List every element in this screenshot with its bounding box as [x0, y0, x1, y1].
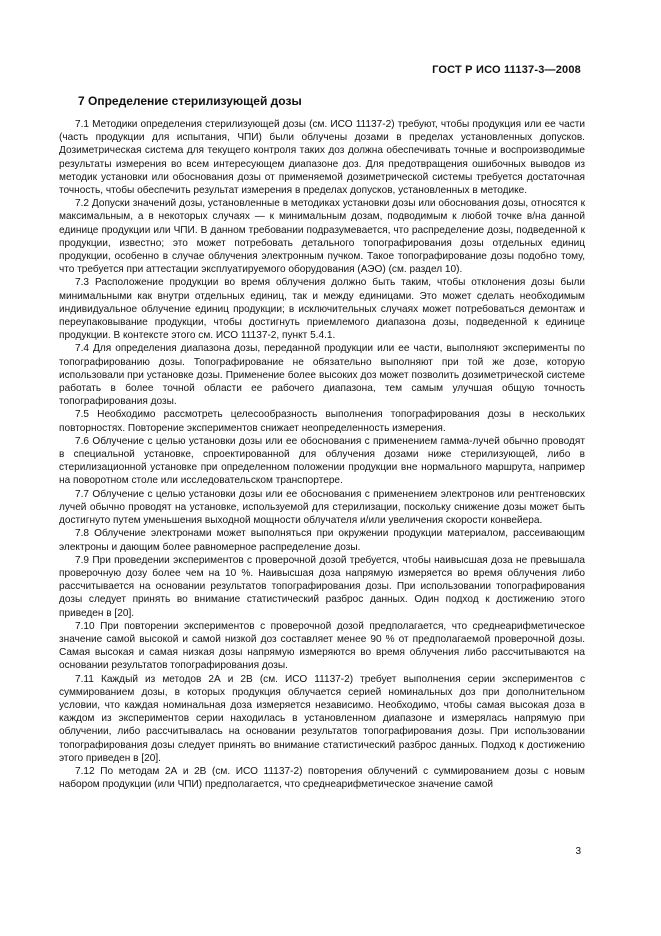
paragraph-7-8: 7.8 Облучение электронами может выполняться при окружении продукции материалом, рассеивающим электроны и дающим более равномерное распределение дозы. — [59, 528, 585, 553]
paragraph-7-4: 7.4 Для определения диапазона дозы, переданной продукции или ее части, выполняют эксперименты по топографированию дозы. Топографирование не обязательно выполняют при той же дозе, которую использовали при установке дозы. Применение более высоких доз может позволить дозиметрической системе работать в более точной области ее рабочего диапазона, тем самым улучшая общую точность топографирования дозы. — [59, 343, 585, 408]
section-body — [59, 118, 585, 791]
paragraph-7-5: 7.5 Необходимо рассмотреть целесообразность выполнения топографирования дозы в нескольких повторностях. Повторение экспериментов снижает неопределенность измерения. — [59, 409, 585, 434]
paragraph-7-11: 7.11 Каждый из методов 2А и 2В (см. ИСО 11137-2) требует выполнения серии экспериментов с суммированием дозы, в которых продукция облучается серией номинальных доз при дополнительном условии, что каждая номинальная доза измеряется независимо. Необходимо, чтобы самая высокая доза в каждом из экспериментов серии находилась в установленном диапазоне и измерялась напрямую при облучении, либо рассчитывалась на основании результатов топографирования дозы. При использовании топографирования дозы следует принять во внимание статистический разброс данных. Подход к достижению этого приведен в [20]. — [59, 673, 585, 764]
paragraph-7-3: 7.3 Расположение продукции во время облучения должно быть таким, чтобы отклонения дозы были минимальными как внутри отдельных единиц, так и между единицами. Это может сделать необходимым индивидуальное облучение единиц продукции; в исключительных случаях может потребоваться демонтаж и переупаковывание продукции, чтобы достигнуть приемлемого диапазона дозы, подведенной к единице продукции. В контексте этого см. ИСО 11137-2, пункт 5.4.1. — [59, 277, 585, 342]
paragraph-7-10: 7.10 При повторении экспериментов с проверочной дозой предполагается, что среднеарифметическое значение самой высокой и самой низкой доз составляет менее 90 % от предполагаемой проверочной дозы. Самая высокая и самая низкая дозы напрямую измеряются во время облучения либо рассчитываются на основании результатов топографирования дозы. — [59, 620, 585, 672]
paragraph-7-2: 7.2 Допуски значений дозы, установленные в методиках установки дозы или обоснования дозы, относятся к максимальным, а в некоторых случаях — к минимальным дозам, подводимым к любой точке в/на данной единице продукции или ЧПИ. В данном требовании подразумевается, что распределение дозы, подведенной к продукции, известно; это может потребовать детального топографирования дозы отдельных единиц продукции, особенно в случае облучения электронным пучком. Такое топографирование дозы подобно тому, что требуется при аттестации эксплуатируемого оборудования (АЭО) (см. раздел 10). — [59, 198, 585, 276]
section-title: 7 Определение стерилизующей дозы — [78, 94, 302, 108]
paragraph-7-1: 7.1 Методики определения стерилизующей дозы (см. ИСО 11137-2) требуют, чтобы продукция или ее части (часть продукции для испытания, ЧПИ) были облучены дозами в пределах установленных допусков. Дозиметрическая система для текущего контроля таких доз должна обеспечивать точные и воспроизводимые результаты измерения во всем интересующем диапазоне доз. Для предотвращения ошибочных выводов из методик установки или обоснования дозы от применяемой дозиметрической системы требуется достаточная точность, чтобы обеспечить результат измерения в пределах допусков, установленных в методике. — [59, 119, 585, 197]
page-number: 3 — [575, 846, 581, 857]
paragraph-7-12: 7.12 По методам 2А и 2В (см. ИСО 11137-2) повторения облучений с суммированием дозы с новым набором продукции (или ЧПИ) предполагается, что среднеарифметическое значение самой — [59, 765, 585, 791]
paragraph-7-6: 7.6 Облучение с целью установки дозы или ее обоснования с применением гамма-лучей обычно проводят в специальной установке, спроектированной для облучения дозами ниже стерилизующей, либо в стерилизационной установке при определенном положении продукции вне нормального маршрута, например на поворотном столе или исследовательском транспортере. — [59, 435, 585, 487]
document-header: ГОСТ Р ИСО 11137-3—2008 — [432, 64, 581, 76]
paragraph-7-7: 7.7 Облучение с целью установки дозы или ее обоснования с применением электронов или рентгеновских лучей обычно проводят на установке, используемой для стерилизации, поскольку снижение дозы может быть достигнуто путем уменьшения выходной мощности облучателя и/или увеличения скорости конвейера. — [59, 488, 585, 527]
paragraph-7-9: 7.9 При проведении экспериментов с проверочной дозой требуется, чтобы наивысшая доза не превышала проверочную дозу более чем на 10 %. Наивысшая доза напрямую измеряется во время облучения либо рассчитывается на основании результатов топографирования дозы. При использовании топографирования дозы следует принять во внимание статистический разброс данных. Один подход к достижению этого приведен в [20]. — [59, 554, 585, 619]
